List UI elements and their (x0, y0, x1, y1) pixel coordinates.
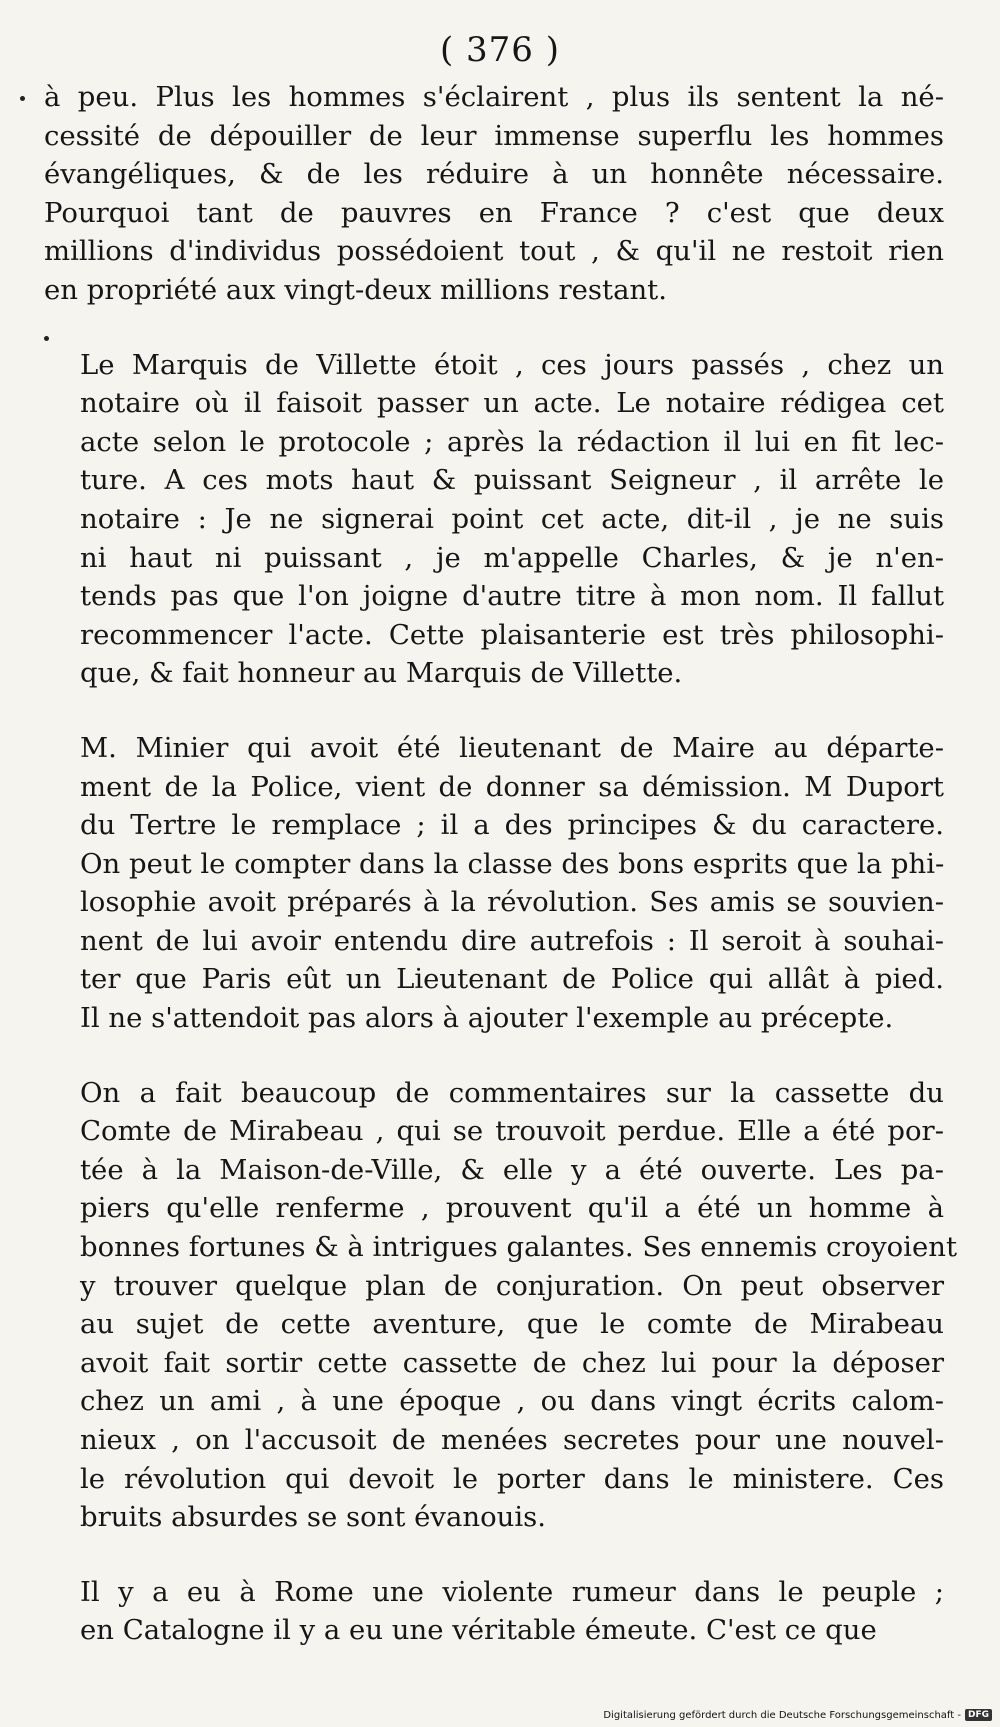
text-line: recommencer l'acte. Cette plaisanterie est très philosophi- (80, 618, 944, 651)
paragraph-3 (44, 729, 944, 1038)
text-line: évangéliques, & de les réduire à un honnête nécessaire. (44, 158, 944, 191)
text-line: losophie avoit préparés à la révolution. Ses amis se souvien- (80, 886, 944, 919)
text-line: Comte de Mirabeau , qui se trouvoit perdue. Elle a été por- (80, 1115, 944, 1148)
text-line: Pourquoi tant de pauvres en France ? c'est que deux (44, 196, 944, 229)
text-line: Il y a eu à Rome une violente rumeur dans le peuple ; (80, 1575, 944, 1608)
text-line: notaire : Je ne signerai point cet acte, dit-il , je ne suis (80, 502, 944, 535)
text-line: ter que Paris eût un Lieutenant de Police qui allât à pied. (80, 963, 944, 996)
paragraph-1 (44, 78, 944, 310)
paragraph-4 (44, 1074, 958, 1537)
text-line: ni haut ni puissant , je m'appelle Charles, & je n'en- (80, 541, 944, 574)
text-line: en propriété aux vingt-deux millions restant. (44, 273, 667, 306)
text-line: Le Marquis de Villette étoit , ces jours passés , chez un (80, 348, 944, 381)
text-line: nent de lui avoir entendu dire autrefois : Il seroit à souhai- (80, 924, 944, 957)
text-line: y trouver quelque plan de conjuration. On peut observer (80, 1269, 944, 1302)
text-line: ture. A ces mots haut & puissant Seigneur , il arrête le (80, 464, 944, 497)
digitization-footer (603, 1709, 992, 1721)
text-line: que, & fait honneur au Marquis de Villette. (80, 657, 683, 690)
text-line: bonnes fortunes & à intrigues galantes. Ses ennemis croyoient (80, 1231, 958, 1264)
text-line: chez un ami , à une époque , ou dans vingt écrits calom- (80, 1385, 944, 1418)
text-line: du Tertre le remplace ; il a des principes & du caractere. (80, 809, 944, 842)
dfg-logo: DFG (965, 1709, 992, 1721)
page-number: ( 376 ) (439, 30, 561, 70)
text-line: en Catalogne il y a eu une véritable émeute. C'est ce que (80, 1614, 877, 1647)
text-line: nieux , on l'accusoit de menées secretes pour une nouvel- (80, 1424, 944, 1456)
text-line: au sujet de cette aventure, que le comte de Mirabeau (80, 1308, 944, 1341)
text-line: ment de la Police, vient de donner sa démission. M Duport (80, 770, 944, 803)
paragraph-2 (44, 346, 944, 693)
footer-text: Digitalisierung gefördert durch die Deutsche Forschungsgemeinschaft - (603, 1709, 961, 1721)
text-line: M. Minier qui avoit été lieutenant de Maire au départe- (80, 731, 944, 764)
ink-speck (44, 336, 49, 341)
text-line: avoit fait sortir cette cassette de chez lui pour la déposer (80, 1346, 944, 1379)
text-line: acte selon le protocole ; après la rédaction il lui en fit lec- (80, 425, 944, 458)
text-line: Il ne s'attendoit pas alors à ajouter l'exemple au précepte. (80, 1002, 894, 1035)
text-line: bruits absurdes se sont évanouis. (80, 1501, 546, 1534)
text-line: tée à la Maison-de-Ville, & elle y a été ouverte. Les pa- (80, 1153, 944, 1186)
text-line: millions d'individus possédoient tout , & qu'il ne restoit rien (44, 235, 944, 268)
ink-speck (20, 96, 25, 101)
text-line: piers qu'elle renferme , prouvent qu'il a été un homme à (80, 1192, 944, 1225)
text-line: le révolution qui devoit le porter dans le ministere. Ces (80, 1462, 944, 1495)
text-line: à peu. Plus les hommes s'éclairent , plus ils sentent la né- (44, 81, 944, 113)
body-text (44, 78, 958, 1650)
paragraph-5 (44, 1573, 944, 1650)
text-line: cessité de dépouiller de leur immense superflu les hommes (44, 119, 944, 152)
text-line: On peut le compter dans la classe des bons esprits que la phi- (80, 847, 945, 880)
text-line: notaire où il faisoit passer un acte. Le notaire rédigea cet (80, 387, 944, 420)
text-line: tends pas que l'on joigne d'autre titre à mon nom. Il fallut (80, 580, 944, 613)
text-line: On a fait beaucoup de commentaires sur la cassette du (80, 1076, 944, 1109)
